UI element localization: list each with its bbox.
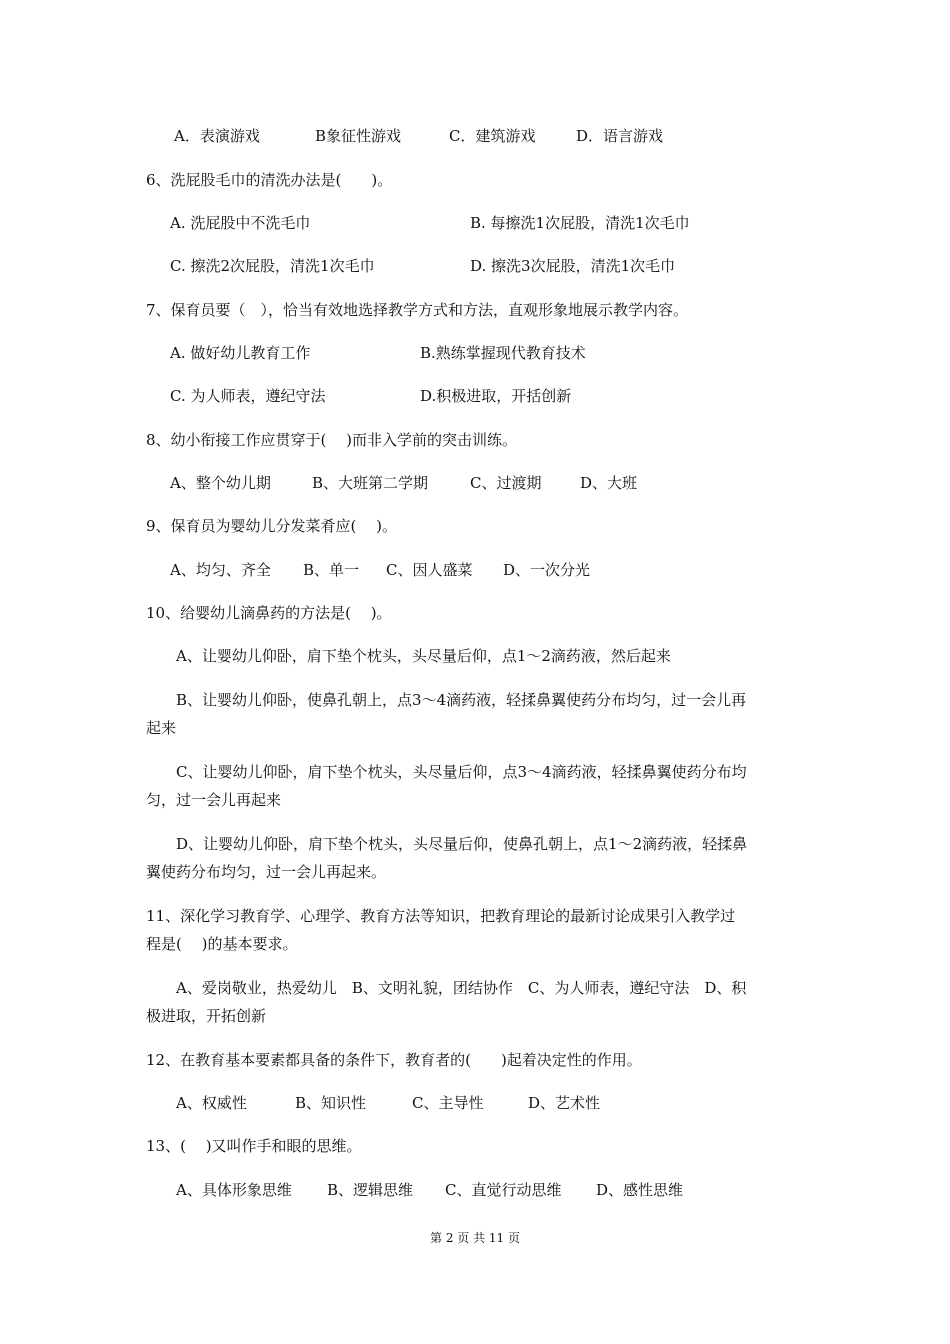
q13-stem: 13、( )又叫作手和眼的思维。 (146, 1137, 362, 1155)
q5-option-d: D．语言游戏 (576, 127, 664, 145)
q10-stem: 10、给婴幼儿滴鼻药的方法是( )。 (146, 604, 392, 622)
q12-option-d: D、艺术性 (528, 1094, 601, 1112)
q12-option-b: B、知识性 (295, 1094, 367, 1112)
q8-option-b: B、大班第二学期 (312, 474, 429, 492)
q10-option-c-line2: 匀，过一会儿再起来 (146, 791, 282, 809)
q9-option-a: A、均匀、齐全 (170, 561, 271, 579)
q11-options-line1: A、爱岗敬业，热爱幼儿 B、文明礼貌，团结协作 C、为人师表，遵纪守法 D、积 (176, 979, 747, 997)
q9-option-c: C、因人盛菜 (386, 561, 473, 579)
q9-option-b: B、单一 (303, 561, 360, 579)
q5-option-c: C．建筑游戏 (449, 127, 536, 145)
q5-option-b: B象征性游戏 (315, 127, 402, 145)
q7-option-a: A. 做好幼儿教育工作 (170, 344, 311, 362)
q10-option-b-line1: B、让婴幼儿仰卧，使鼻孔朝上，点3～4滴药液，轻揉鼻翼使药分布均匀，过一会儿再 (176, 691, 747, 709)
q8-stem: 8、幼小衔接工作应贯穿于( )而非入学前的突击训练。 (146, 431, 518, 449)
q10-option-d-line2: 翼使药分布均匀，过一会儿再起来。 (146, 863, 387, 881)
q5-option-a: A．表演游戏 (174, 127, 260, 145)
q10-option-d-line1: D、让婴幼儿仰卧，肩下垫个枕头，头尽量后仰，使鼻孔朝上，点1～2滴药液，轻揉鼻 (176, 835, 748, 853)
q13-option-a: A、具体形象思维 (176, 1181, 292, 1199)
q10-option-b-line2: 起来 (146, 719, 177, 737)
q6-option-c: C. 擦洗2次屁股，清洗1次毛巾 (170, 257, 375, 275)
q8-option-d: D、大班 (580, 474, 638, 492)
q12-option-a: A、权威性 (176, 1094, 247, 1112)
q7-stem: 7、保育员要（ ），恰当有效地选择教学方式和方法，直观形象地展示教学内容。 (146, 301, 689, 319)
q7-option-c: C. 为人师表，遵纪守法 (170, 387, 326, 405)
q11-options-line2: 极进取，开拓创新 (146, 1007, 267, 1025)
q8-option-c: C、过渡期 (470, 474, 542, 492)
q11-stem-line1: 11、深化学习教育学、心理学、教育方法等知识，把教育理论的最新讨论成果引入教学过 (146, 907, 736, 925)
q12-stem: 12、在教育基本要素都具备的条件下，教育者的( )起着决定性的作用。 (146, 1051, 642, 1069)
q6-option-d: D. 擦洗3次屁股，清洗1次毛巾 (470, 257, 676, 275)
q9-stem: 9、保育员为婴幼儿分发菜肴应( )。 (146, 517, 398, 535)
q13-option-c: C、直觉行动思维 (445, 1181, 562, 1199)
q10-option-c-line1: C、让婴幼儿仰卧，肩下垫个枕头，头尽量后仰，点3～4滴药液，轻揉鼻翼使药分布均 (176, 763, 747, 781)
q8-option-a: A、整个幼儿期 (170, 474, 271, 492)
q7-option-d: D.积极进取，开括创新 (420, 387, 572, 405)
q6-option-a: A. 洗屁股中不洗毛巾 (170, 214, 311, 232)
q6-stem: 6、洗屁股毛巾的清洗办法是( )。 (146, 171, 393, 189)
q13-option-b: B、逻辑思维 (327, 1181, 414, 1199)
q10-option-a: A、让婴幼儿仰卧，肩下垫个枕头，头尽量后仰，点1～2滴药液，然后起来 (176, 647, 671, 665)
q13-option-d: D、感性思维 (596, 1181, 684, 1199)
q6-option-b: B. 每擦洗1次屁股，清洗1次毛巾 (470, 214, 690, 232)
page-number: 第 2 页 共 11 页 (430, 1231, 520, 1245)
q11-stem-line2: 程是( )的基本要求。 (146, 935, 298, 953)
q7-option-b: B.熟练掌握现代教育技术 (420, 344, 586, 362)
q9-option-d: D、一次分光 (503, 561, 591, 579)
q12-option-c: C、主导性 (412, 1094, 484, 1112)
